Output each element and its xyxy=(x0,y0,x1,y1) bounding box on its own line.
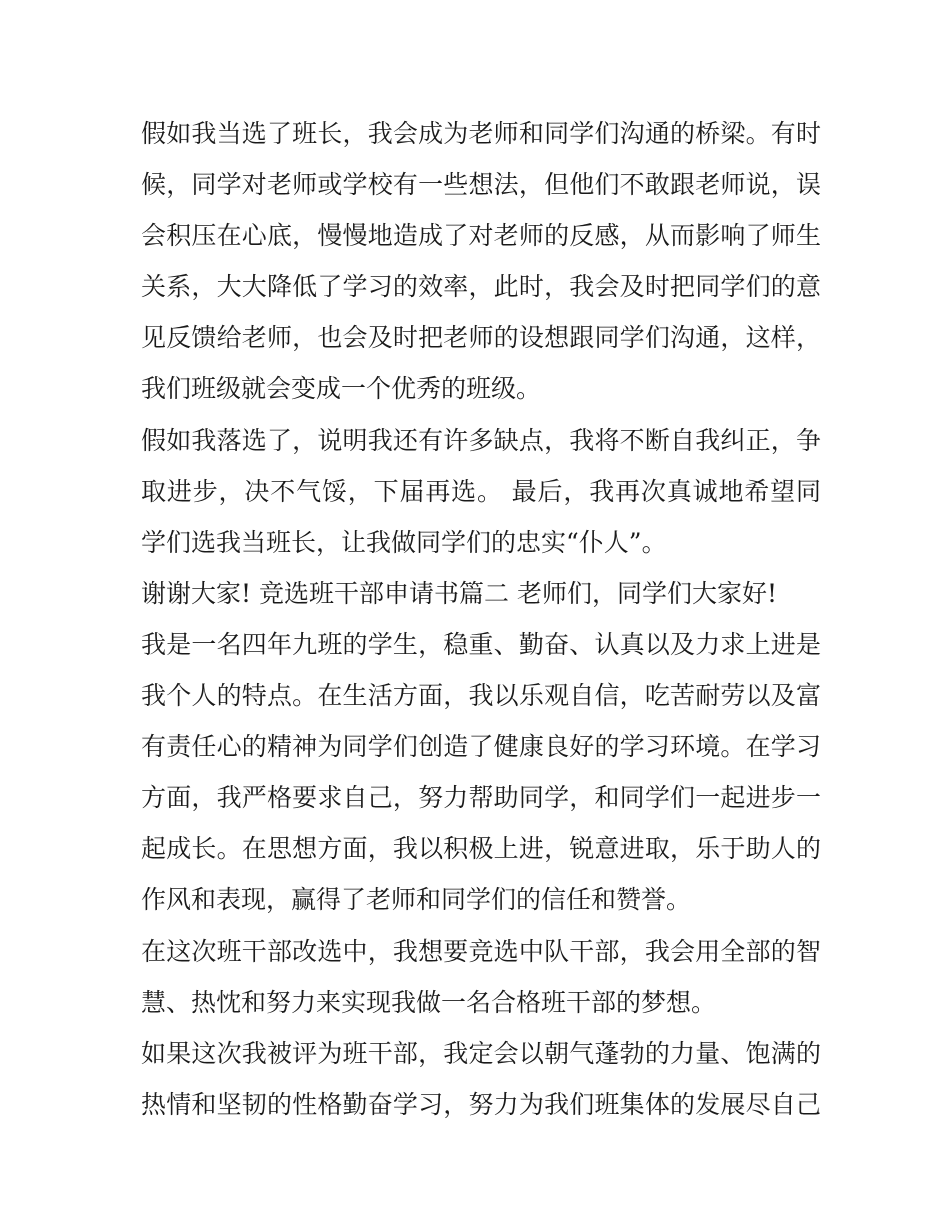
text-line: 作风和表现，赢得了老师和同学们的信任和赞誉。 xyxy=(141,885,692,915)
text-line: 会积压在心底，慢慢地造成了对老师的反感，从而影响了师生 xyxy=(141,221,821,251)
document-body xyxy=(141,108,821,1130)
text-line: 有责任心的精神为同学们创造了健康良好的学习环境。在学习 xyxy=(141,732,821,762)
text-line: 起成长。在思想方面，我以积极上进，锐意进取，乐于助人的 xyxy=(141,834,821,864)
text-line: 我是一名四年九班的学生，稳重、勤奋、认真以及力求上进是 xyxy=(141,629,821,659)
text-line: 慧、热忱和努力来实现我做一名合格班干部的梦想。 xyxy=(141,987,717,1017)
text-line: 谢谢大家! 竞选班干部申请书篇二 老师们，同学们大家好! xyxy=(141,578,777,608)
text-line: 如果这次我被评为班干部，我定会以朝气蓬勃的力量、饱满的 xyxy=(141,1038,821,1068)
text-line: 候，同学对老师或学校有一些想法，但他们不敢跟老师说，误 xyxy=(141,170,821,200)
text-line: 我个人的特点。在生活方面，我以乐观自信，吃苦耐劳以及富 xyxy=(141,681,821,711)
text-line: 在这次班干部改选中，我想要竞选中队干部，我会用全部的智 xyxy=(141,936,821,966)
text-line: 假如我落选了，说明我还有许多缺点，我将不断自我纠正，争 xyxy=(141,425,821,455)
text-line: 假如我当选了班长，我会成为老师和同学们沟通的桥梁。有时 xyxy=(141,119,821,148)
text-line: 关系，大大降低了学习的效率，此时，我会及时把同学们的意 xyxy=(141,272,821,302)
text-line: 见反馈给老师，也会及时把老师的设想跟同学们沟通，这样， xyxy=(141,323,821,353)
text-line: 方面，我严格要求自己，努力帮助同学，和同学们一起进步一 xyxy=(141,783,821,813)
text-line: 取进步，决不气馁，下届再选。 最后，我再次真诚地希望同 xyxy=(141,476,821,506)
text-line: 学们选我当班长，让我做同学们的忠实“仆人”。 xyxy=(141,527,667,557)
text-line: 我们班级就会变成一个优秀的班级。 xyxy=(141,374,542,404)
text-line: 热情和坚韧的性格勤奋学习，努力为我们班集体的发展尽自己 xyxy=(141,1089,821,1119)
